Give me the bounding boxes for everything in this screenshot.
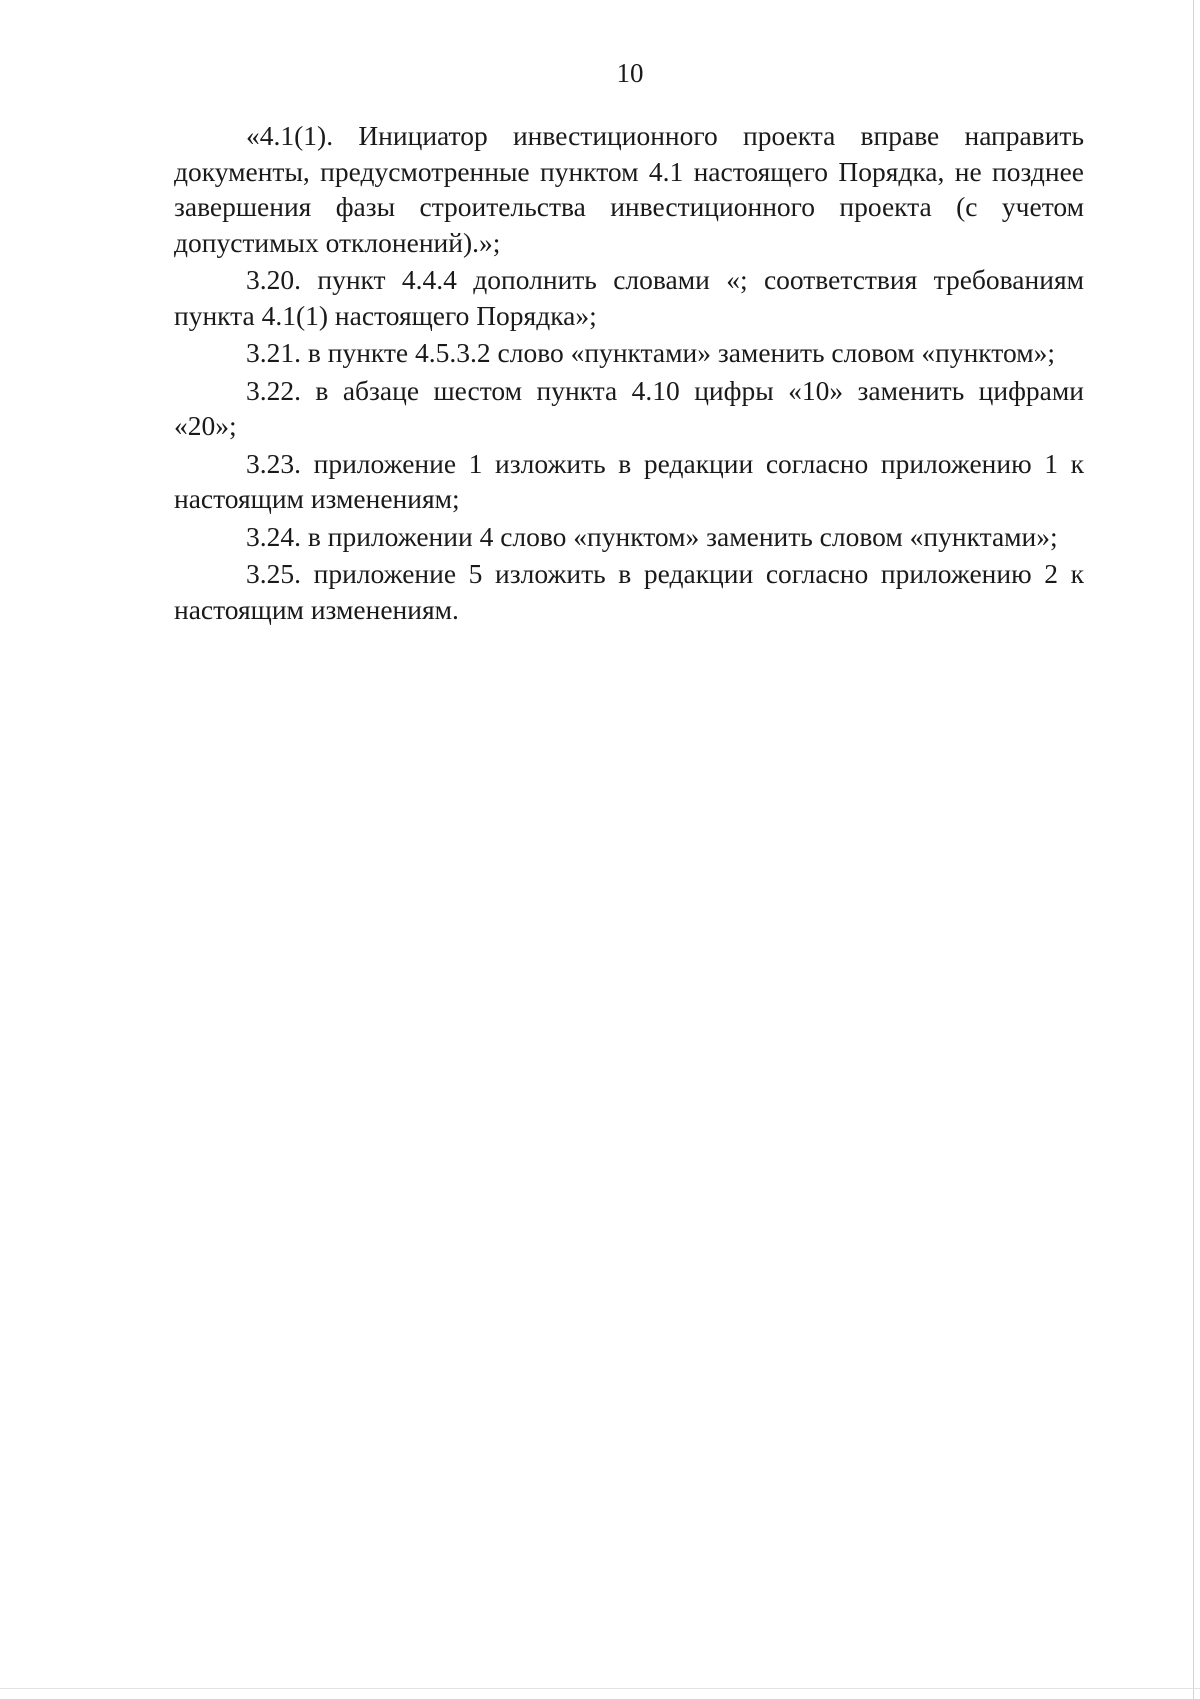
paragraph-3-21: 3.21. в пункте 4.5.3.2 слово «пунктами» заменить словом «пунктом»; [246,337,1055,368]
paragraph-3-22: 3.22. в абзаце шестом пункта 4.10 цифры «10» заменить цифрами «20»; [174,374,1084,441]
paragraph-3-24: 3.24. в приложении 4 слово «пунктом» заменить словом «пунктами»; [246,520,1058,552]
page-edge-right [1193,0,1194,1699]
paragraph-3-23: 3.23. приложение 1 изложить в редакции согласно приложению 1 к настоящим изменениям; [174,447,1084,514]
paragraph-4-1-1: «4.1(1). Инициатор инвестиционного проекта вправе направить документы, предусмотренные пунктом 4.1 настоящего Порядка, не позднее завершения фазы строительства инвестиционного проекта (с учетом допустимых отклонений).»; [174,120,1084,258]
page-edge-bottom [0,1688,1200,1689]
page-number: 10 [616,58,644,88]
paragraph-3-20: 3.20. пункт 4.4.4 дополнить словами «; соответствия требованиям пункта 4.1(1) настоящего Порядка»; [174,264,1084,331]
paragraph-3-25: 3.25. приложение 5 изложить в редакции согласно приложению 2 к настоящим изменениям. [174,558,1084,625]
document-body [174,118,1084,627]
